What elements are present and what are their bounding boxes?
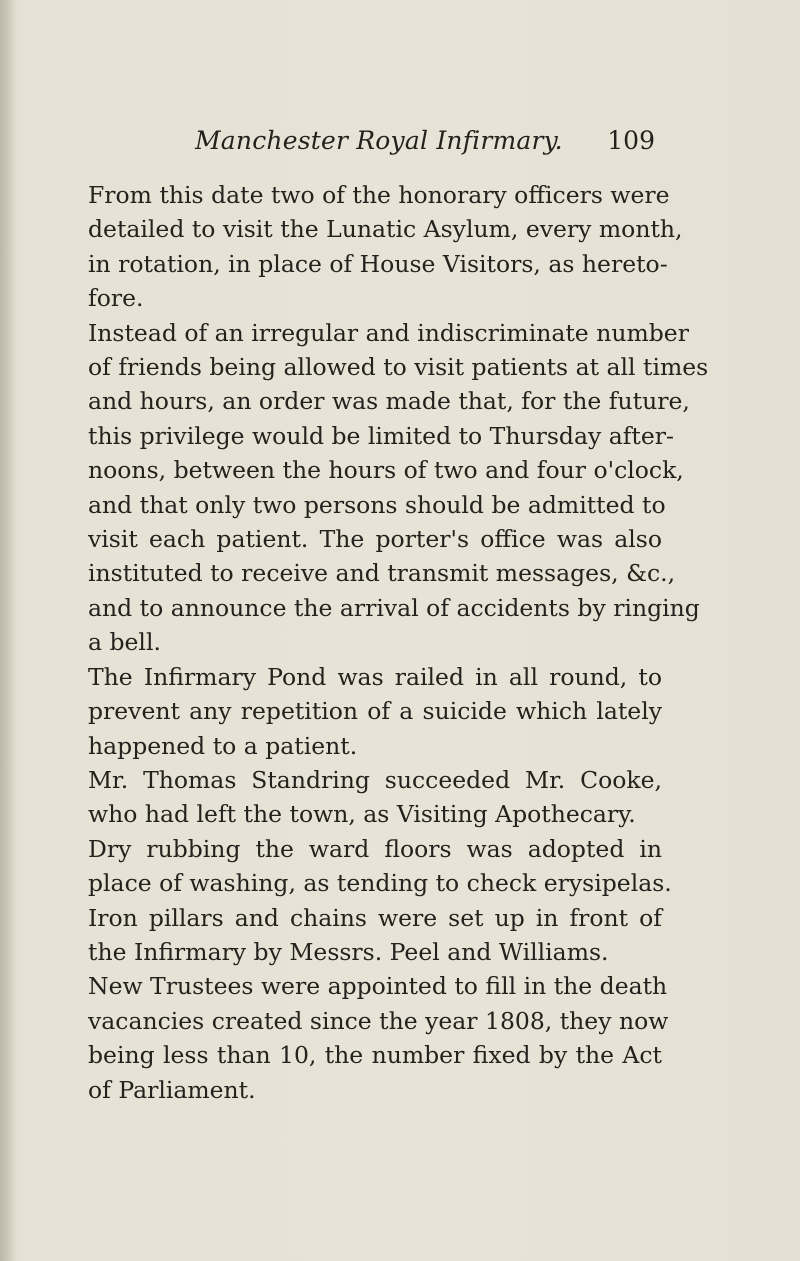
paragraph-infirmary-pond bbox=[62, 660, 662, 763]
paragraph-dry-rubbing bbox=[62, 832, 672, 901]
spine-shadow bbox=[0, 0, 16, 1261]
text-line: noons, between the hours of two and four o'clock, bbox=[88, 456, 684, 485]
text-line: and hours, an order was made that, for the future, bbox=[88, 387, 690, 416]
running-head bbox=[60, 126, 660, 166]
text-line: and that only two persons should be admitted to bbox=[88, 490, 666, 519]
text-line: instituted to receive and transmit messages, &c., bbox=[88, 559, 676, 588]
paragraph-visiting-hours bbox=[62, 316, 709, 660]
paragraph-iron-pillars bbox=[62, 901, 662, 970]
text-line: The Infirmary Pond was railed in all round, to bbox=[88, 662, 662, 691]
text-line: place of washing, as tending to check erysipelas. bbox=[88, 869, 672, 898]
text-line: Mr. Thomas Standring succeeded Mr. Cooke, bbox=[88, 765, 662, 794]
text-body bbox=[62, 178, 709, 1107]
text-line: From this date two of the honorary officers were bbox=[88, 181, 670, 209]
page-number: 109 bbox=[607, 126, 655, 155]
text-line: who had left the town, as Visiting Apothecary. bbox=[88, 800, 636, 829]
text-line: detailed to visit the Lunatic Asylum, every month, bbox=[88, 215, 683, 244]
text-line: being less than 10, the number fixed by the Act bbox=[88, 1041, 662, 1070]
text-line: of friends being allowed to visit patients at all times bbox=[88, 353, 709, 382]
text-line: in rotation, in place of House Visitors, as hereto- bbox=[88, 249, 668, 278]
text-line: visit each patient. The porter's office was also bbox=[88, 525, 662, 554]
text-line: a bell. bbox=[88, 628, 161, 657]
text-line: New Trustees were appointed to fill in the death bbox=[88, 972, 668, 1001]
text-line: Instead of an irregular and indiscriminate number bbox=[88, 318, 689, 347]
text-line: and to announce the arrival of accidents by ringing bbox=[88, 593, 700, 622]
text-line: prevent any repetition of a suicide which lately bbox=[88, 697, 662, 726]
text-line: the Infirmary by Messrs. Peel and Williams. bbox=[88, 937, 609, 966]
text-line: this privilege would be limited to Thursday after- bbox=[88, 421, 674, 450]
text-line: of Parliament. bbox=[88, 1075, 256, 1104]
text-line: Iron pillars and chains were set up in front of bbox=[88, 903, 662, 932]
text-line: Dry rubbing the ward floors was adopted in bbox=[88, 834, 662, 863]
paragraph-new-trustees bbox=[62, 969, 669, 1107]
running-title: Manchester Royal Infirmary. bbox=[195, 126, 563, 155]
paragraph-asylum-visits bbox=[62, 178, 683, 316]
text-line: fore. bbox=[88, 284, 144, 313]
text-line: vacancies created since the year 1808, they now bbox=[88, 1006, 669, 1035]
text-line: happened to a patient. bbox=[88, 731, 358, 760]
paragraph-apothecary bbox=[62, 763, 662, 832]
